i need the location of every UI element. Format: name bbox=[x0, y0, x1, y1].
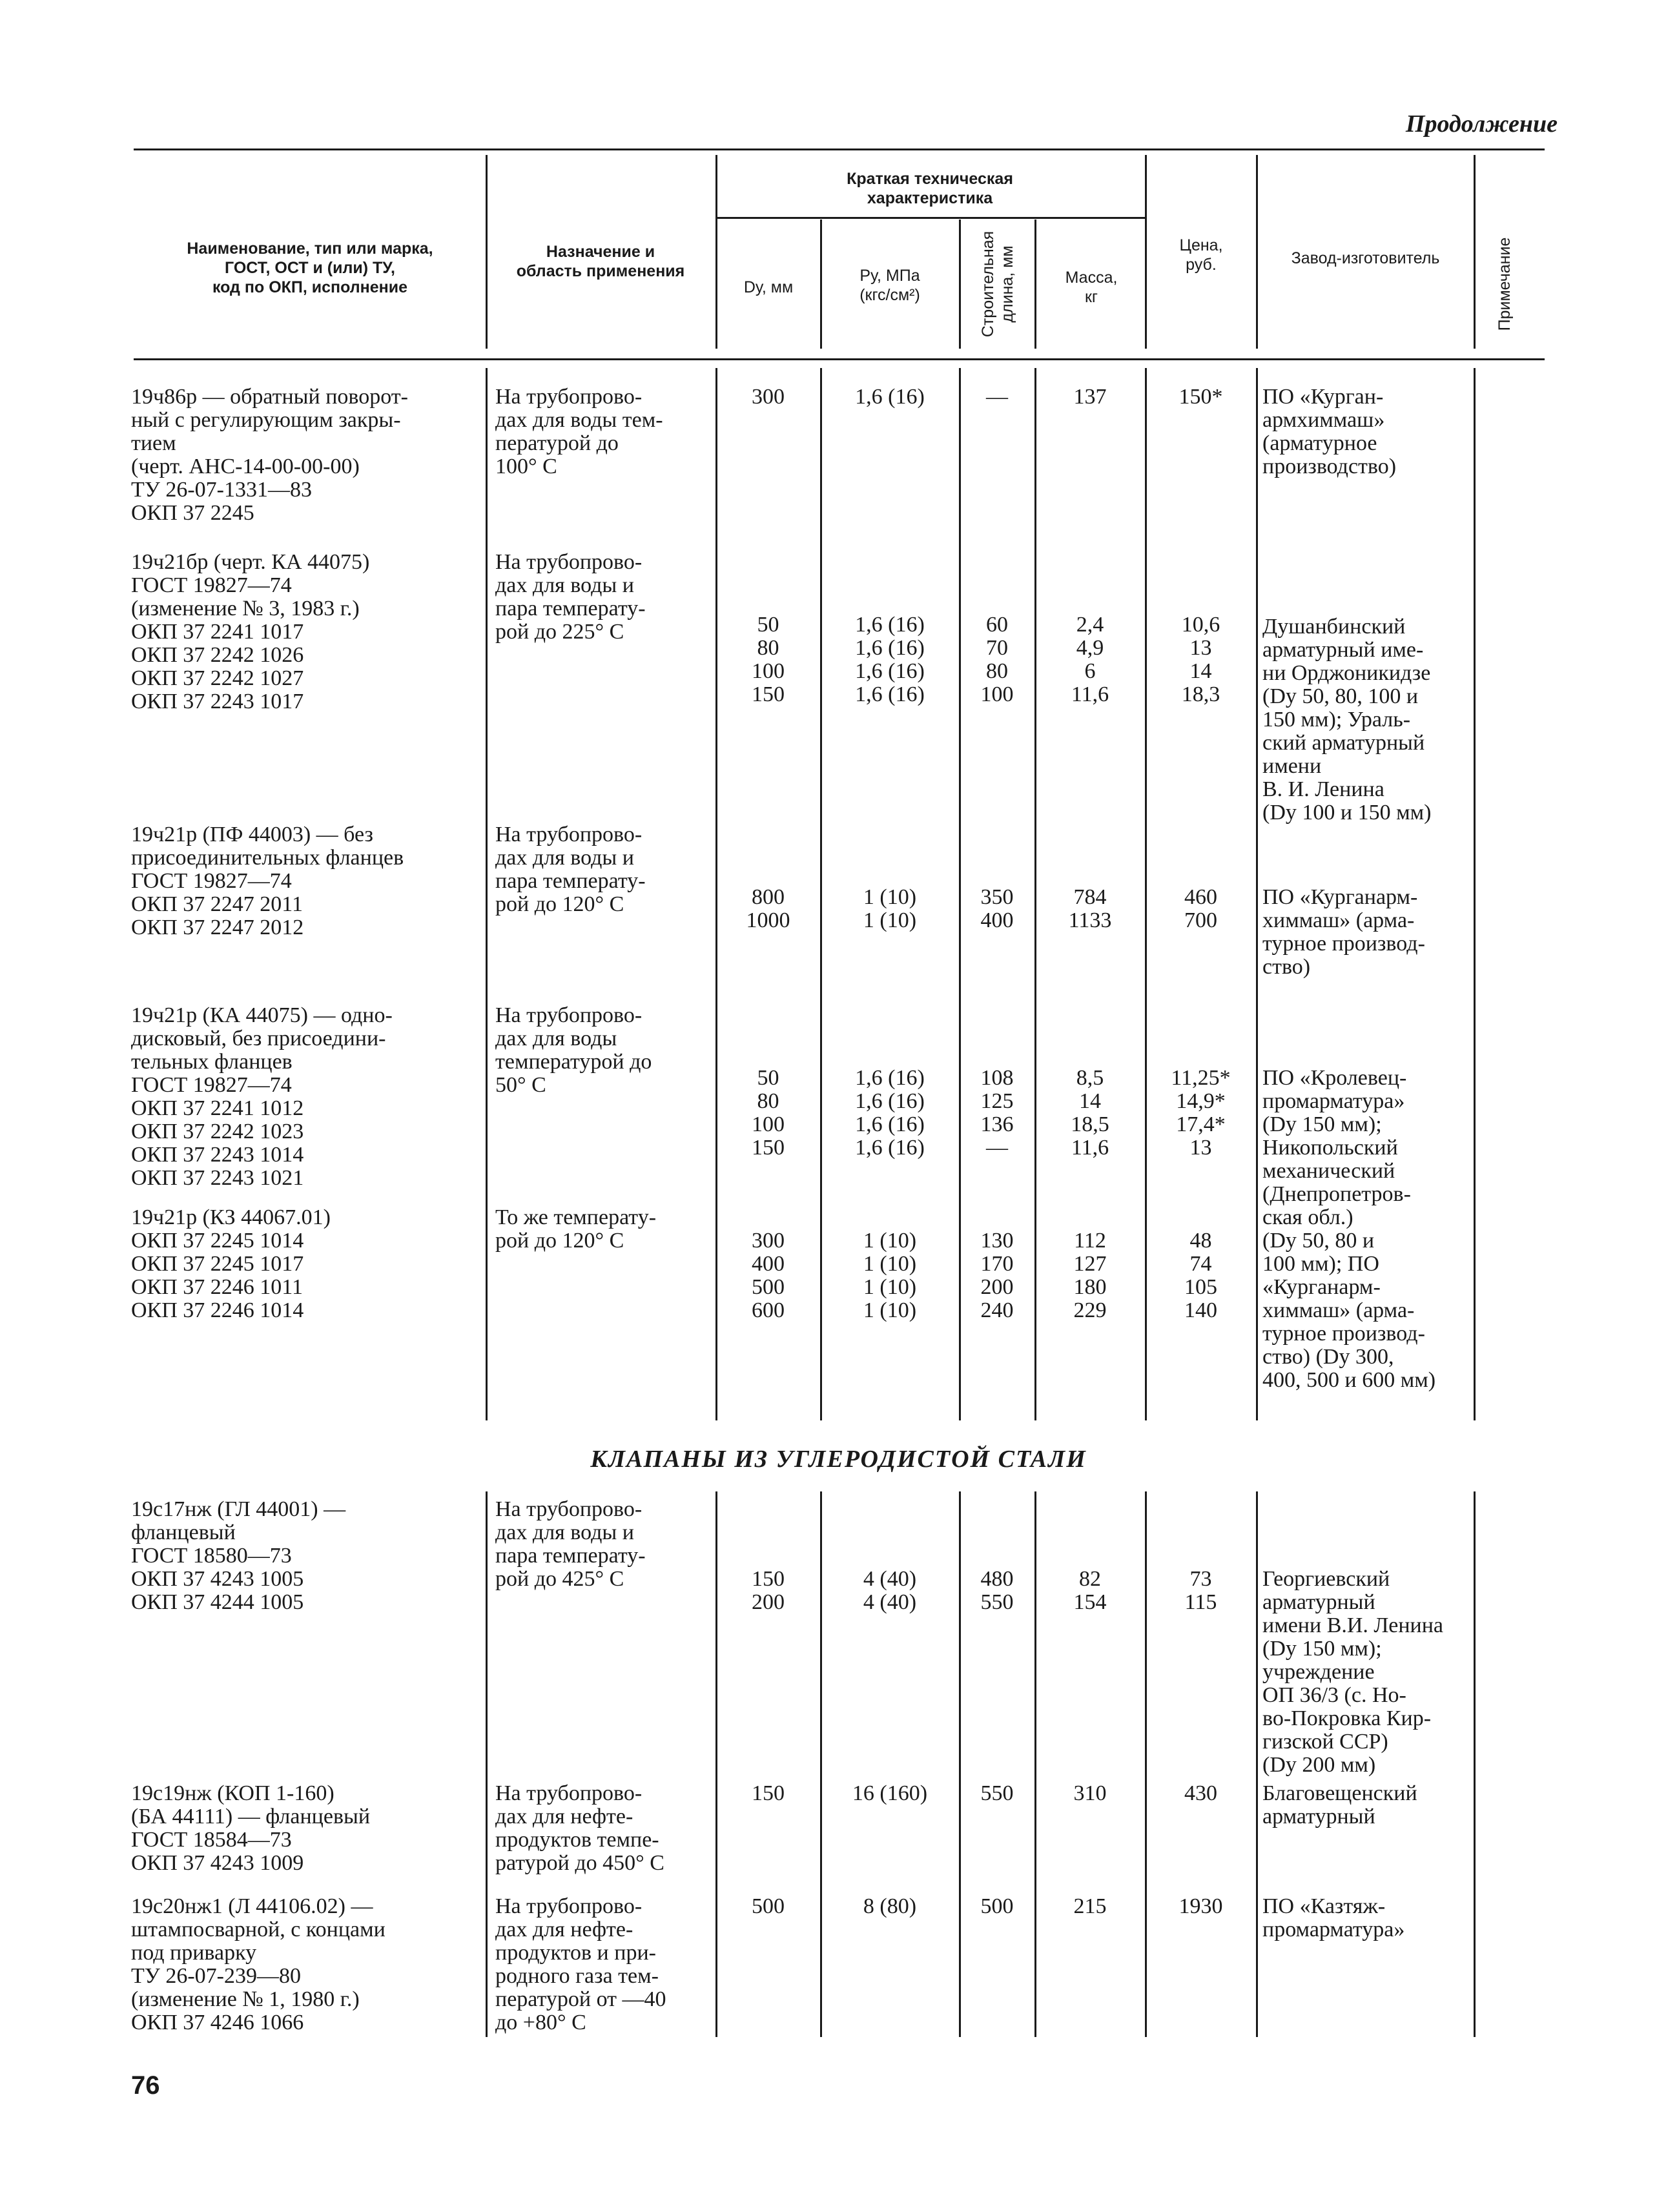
cell-name: 19с20нж1 (Л 44106.02) — штампосварной, с концами под приварку ТУ 26-07-239—80 (изменение № 1, 1980 г.) ОКП 37 4246 1066 bbox=[131, 1894, 386, 2034]
cell-mass: 137 bbox=[1073, 385, 1107, 409]
cell-length: — bbox=[986, 385, 1008, 409]
body-divider bbox=[1474, 368, 1476, 1420]
body-divider bbox=[715, 368, 717, 1420]
cell-py: 16 (160) bbox=[852, 1781, 928, 1805]
body-divider bbox=[1256, 1491, 1258, 2037]
cell-dy: 150 200 bbox=[752, 1567, 785, 1614]
cell-mass: 310 bbox=[1073, 1781, 1107, 1805]
cell-py: 1 (10) 1 (10) bbox=[863, 885, 917, 932]
body-divider bbox=[820, 1491, 822, 2037]
cell-py: 8 (80) bbox=[863, 1894, 917, 1918]
cell-maker: ПО «Курган- армхиммаш» (арматурное производство) bbox=[1262, 385, 1397, 478]
cell-name: 19ч21р (ПФ 44003) — без присоединительных фланцев ГОСТ 19827—74 ОКП 37 2247 2011 ОКП 37 2247 2012 bbox=[131, 823, 404, 939]
cell-py: 1,6 (16) bbox=[855, 385, 925, 409]
cell-maker: ПО «Казтяж- промарматура» bbox=[1262, 1894, 1405, 1941]
cell-maker: Душанбинский арматурный име- ни Орджоникидзе (Dу 50, 80, 100 и 150 мм); Ураль- ский арматурный имени В. И. Ленина (Dу 100 и 150 мм) bbox=[1262, 615, 1432, 824]
body-divider bbox=[486, 1491, 488, 2037]
section-title: КЛАПАНЫ ИЗ УГЛЕРОДИСТОЙ СТАЛИ bbox=[590, 1446, 1087, 1473]
header-divider bbox=[1256, 155, 1258, 349]
header-divider bbox=[1145, 155, 1147, 349]
cell-name: 19ч86р — обратный поворот- ный с регулирующим закры- тием (черт. АНС-14-00-00-00) ТУ 26-07-1331—83 ОКП 37 2245 bbox=[131, 385, 408, 525]
header-tech: Краткая техническая характеристика bbox=[847, 170, 1013, 207]
header-divider bbox=[959, 220, 961, 349]
cell-mass: 784 1133 bbox=[1068, 885, 1112, 932]
cell-price: 10,6 13 14 18,3 bbox=[1181, 613, 1220, 706]
header-name: Наименование, тип или марка, ГОСТ, ОСТ и (или) ТУ, код по ОКП, исполнение bbox=[187, 240, 433, 296]
cell-length: 350 400 bbox=[980, 885, 1014, 932]
cell-price: 11,25* 14,9* 17,4* 13 bbox=[1171, 1066, 1231, 1160]
body-divider bbox=[820, 368, 822, 1420]
cell-length: 60 70 80 100 bbox=[980, 613, 1014, 706]
header-divider bbox=[1474, 155, 1476, 349]
cell-dy: 300 bbox=[752, 385, 785, 409]
cell-name: 19ч21р (КА 44075) — одно- дисковый, без присоедини- тельных фланцев ГОСТ 19827—74 ОКП 37 2241 1012 ОКП 37 2242 1023 ОКП 37 2243 1014 ОКП 37 2243 1021 bbox=[131, 1003, 393, 1190]
body-divider bbox=[1145, 1491, 1147, 2037]
cell-purpose: На трубопрово- дах для воды тем- пературой до 100° С bbox=[495, 385, 663, 478]
body-divider bbox=[959, 1491, 961, 2037]
cell-price: 460 700 bbox=[1184, 885, 1217, 932]
cell-name: 19с17нж (ГЛ 44001) — фланцевый ГОСТ 18580—73 ОКП 37 4243 1005 ОКП 37 4244 1005 bbox=[131, 1497, 346, 1614]
tech-header-rule bbox=[715, 217, 1145, 219]
header-note: Примечание bbox=[1496, 237, 1514, 331]
cell-price: 48 74 105 140 bbox=[1184, 1229, 1217, 1322]
body-divider bbox=[715, 1491, 717, 2037]
body-divider bbox=[1034, 368, 1036, 1420]
cell-purpose: На трубопрово- дах для нефте- продуктов темпе- ратурой до 450° С bbox=[495, 1781, 664, 1875]
header-divider bbox=[715, 155, 717, 349]
cell-dy: 800 1000 bbox=[746, 885, 790, 932]
cell-purpose: На трубопрово- дах для воды температурой до 50° С bbox=[495, 1003, 652, 1097]
cell-py: 1,6 (16) 1,6 (16) 1,6 (16) 1,6 (16) bbox=[855, 1066, 925, 1160]
header-divider bbox=[820, 220, 822, 349]
header-dy: Dу, мм bbox=[743, 278, 794, 296]
cell-length: 500 bbox=[980, 1894, 1014, 1918]
cell-dy: 50 80 100 150 bbox=[752, 1066, 785, 1160]
cell-maker: Благовещенский арматурный bbox=[1262, 1781, 1417, 1828]
table-top-rule bbox=[134, 148, 1545, 150]
body-divider bbox=[959, 368, 961, 1420]
cell-length: 480 550 bbox=[980, 1567, 1014, 1614]
cell-mass: 215 bbox=[1073, 1894, 1107, 1918]
body-divider bbox=[1145, 368, 1147, 1420]
cell-py: 4 (40) 4 (40) bbox=[863, 1567, 917, 1614]
cell-price: 73 115 bbox=[1184, 1567, 1217, 1614]
cell-maker: Георгиевский арматурный имени В.И. Ленина (Dу 150 мм); учреждение ОП 36/3 (с. Но- во-Покровка Кир- гизской ССР) (Dу 200 мм) bbox=[1262, 1567, 1444, 1777]
cell-maker: ПО «Кролевец- промарматура» (Dу 150 мм); Никопольский механический (Днепропетров- ская обл.) (Dу 50, 80 и 100 мм); ПО «Курганарм- химмаш» (арма- турное производ- ство) (Dу 300, 400, 500 и 600 мм) bbox=[1262, 1066, 1436, 1392]
cell-py: 1,6 (16) 1,6 (16) 1,6 (16) 1,6 (16) bbox=[855, 613, 925, 706]
cell-mass: 82 154 bbox=[1073, 1567, 1107, 1614]
body-divider bbox=[1256, 368, 1258, 1420]
body-divider bbox=[1474, 1491, 1476, 2037]
body-divider bbox=[1034, 1491, 1036, 2037]
cell-dy: 300 400 500 600 bbox=[752, 1229, 785, 1322]
cell-length: 550 bbox=[980, 1781, 1014, 1805]
header-length: Строительная длина, мм bbox=[979, 230, 1016, 338]
cell-purpose: То же температу- рой до 120° С bbox=[495, 1205, 657, 1253]
cell-maker: ПО «Курганарм- химмаш» (арма- турное производ- ство) bbox=[1262, 885, 1425, 979]
cell-mass: 2,4 4,9 6 11,6 bbox=[1071, 613, 1109, 706]
page-number: 76 bbox=[131, 2071, 160, 2100]
header-purpose: Назначение и область применения bbox=[516, 243, 685, 280]
body-divider bbox=[486, 368, 488, 1420]
cell-purpose: На трубопрово- дах для нефте- продуктов и при- родного газа тем- пературой от —40 до +80° С bbox=[495, 1894, 666, 2034]
cell-py: 1 (10) 1 (10) 1 (10) 1 (10) bbox=[863, 1229, 917, 1322]
cell-name: 19ч21р (КЗ 44067.01) ОКП 37 2245 1014 ОКП 37 2245 1017 ОКП 37 2246 1011 ОКП 37 2246 1014 bbox=[131, 1205, 331, 1322]
cell-length: 108 125 136 — bbox=[980, 1066, 1014, 1160]
cell-name: 19с19нж (КОП 1-160) (БА 44111) — фланцевый ГОСТ 18584—73 ОКП 37 4243 1009 bbox=[131, 1781, 371, 1875]
header-divider bbox=[1034, 220, 1036, 349]
cell-mass: 8,5 14 18,5 11,6 bbox=[1071, 1066, 1109, 1160]
cell-price: 1930 bbox=[1178, 1894, 1223, 1918]
cell-dy: 500 bbox=[752, 1894, 785, 1918]
cell-length: 130 170 200 240 bbox=[980, 1229, 1014, 1322]
header-bottom-rule bbox=[134, 358, 1545, 360]
header-price: Цена, руб. bbox=[1179, 236, 1223, 274]
cell-price: 430 bbox=[1184, 1781, 1217, 1805]
cell-dy: 50 80 100 150 bbox=[752, 613, 785, 706]
cell-price: 150* bbox=[1178, 385, 1223, 409]
cell-name: 19ч21бр (черт. КА 44075) ГОСТ 19827—74 (изменение № 3, 1983 г.) ОКП 37 2241 1017 ОКП 37 2242 1026 ОКП 37 2242 1027 ОКП 37 2243 1017 bbox=[131, 550, 370, 713]
cell-purpose: На трубопрово- дах для воды и пара температу- рой до 425° С bbox=[495, 1497, 646, 1591]
continued-label: Продолжение bbox=[1405, 110, 1558, 138]
header-maker: Завод-изготовитель bbox=[1291, 249, 1440, 267]
header-divider bbox=[486, 155, 488, 349]
cell-mass: 112 127 180 229 bbox=[1073, 1229, 1107, 1322]
cell-dy: 150 bbox=[752, 1781, 785, 1805]
cell-purpose: На трубопрово- дах для воды и пара температу- рой до 225° С bbox=[495, 550, 646, 644]
header-mass: Масса, кг bbox=[1065, 269, 1118, 306]
header-py: Pу, МПа (кгс/см²) bbox=[859, 267, 920, 304]
cell-purpose: На трубопрово- дах для воды и пара температу- рой до 120° С bbox=[495, 823, 646, 916]
